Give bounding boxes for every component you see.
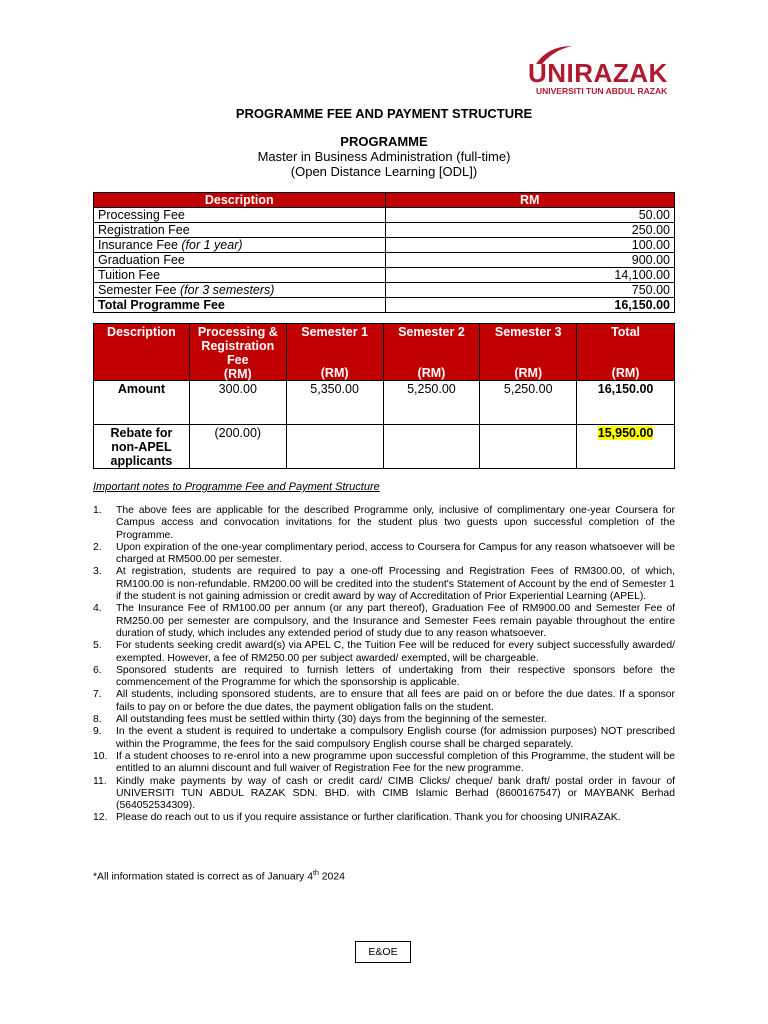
- note-item: 7. All students, including sponsored students, are to ensure that all fees are paid on or before the due dates. If a sponsor fails to pay on or before the due dates, the payment obligation falls on the student.: [93, 689, 675, 713]
- fee-row-amount: 50.00: [385, 208, 675, 223]
- pay-col-sem1: Semester 1 (RM): [286, 324, 383, 381]
- pay-col-sem3: Semester 3 (RM): [480, 324, 577, 381]
- note-item: 3. At registration, students are required to pay a one-off Processing and Registration Fees of RM300.00, of which, RM100.00 is non-refundable. RM200.00 will be credited into the student's Statement of Account by the end of Semester 1 if the student is not gaining admission or credit award by way of Accreditation of Prior Experiential Learning (APEL).: [93, 566, 675, 603]
- fee-total-label: Total Programme Fee: [94, 298, 386, 313]
- fee-row-label: Semester Fee (for 3 semesters): [94, 283, 386, 298]
- note-item: 12. Please do reach out to us if you require assistance or further clarification. Thank you for choosing UNIRAZAK.: [93, 812, 621, 824]
- logo-wordmark: UNIRAZAK: [528, 58, 668, 88]
- note-item: 10. If a student chooses to re-enrol into a new programme upon successful completion of this Programme, the student will be entitled to an alumni discount and full waiver of Registration Fee for the new programme.: [93, 750, 675, 775]
- amount-processing: 300.00: [189, 381, 286, 425]
- fee-total-amount: 16,150.00: [385, 298, 675, 313]
- programme-mode: (Open Distance Learning [ODL]): [290, 164, 478, 179]
- fee-row-amount: 14,100.00: [385, 268, 675, 283]
- document-title: PROGRAMME FEE AND PAYMENT STRUCTURE: [235, 106, 533, 121]
- pay-col-description: Description: [94, 324, 190, 381]
- fee-col-rm: RM: [385, 193, 675, 208]
- rebate-total-cell: [577, 425, 675, 469]
- fee-row: [94, 223, 675, 238]
- rebate-processing: (200.00): [189, 425, 286, 469]
- payment-table: [93, 323, 675, 469]
- note-item: 2. Upon expiration of the one-year complimentary period, access to Coursera for Campus for any reason whatsoever will be charged at RM500.00 per semester.: [93, 541, 675, 566]
- fee-row: [94, 208, 675, 223]
- info-date-note: *All information stated is correct as of January 4th 2024: [93, 870, 345, 883]
- fee-total-row: [94, 298, 675, 313]
- fee-table: [93, 192, 675, 313]
- amount-sem2: 5,250.00: [383, 381, 480, 425]
- amount-total: 16,150.00: [577, 381, 675, 425]
- eoe-box: E&OE: [355, 941, 411, 963]
- note-item: 9. In the event a student is required to undertake a compulsory English course (for admission purposes) NOT prescribed within the Programme, the fees for the said compulsory English course shall be charged separately.: [93, 726, 675, 750]
- note-item: 5. For students seeking credit award(s) via APEL C, the Tuition Fee will be reduced for every subject successfully awarded/ exempted. However, a fee of RM250.00 per subject awarded/ exempted, will be chargeable.: [93, 640, 675, 664]
- pay-col-sem2: Semester 2 (RM): [383, 324, 480, 381]
- amount-sem3: 5,250.00: [480, 381, 577, 425]
- fee-row-amount: 750.00: [385, 283, 675, 298]
- fee-row: [94, 268, 675, 283]
- payment-rebate-row: [94, 425, 675, 469]
- fee-row-amount: 250.00: [385, 223, 675, 238]
- fee-row-label: Insurance Fee (for 1 year): [94, 238, 386, 253]
- fee-row-label: Registration Fee: [94, 223, 386, 238]
- rebate-sem1: [286, 425, 383, 469]
- pay-col-total: Total (RM): [577, 324, 675, 381]
- fee-row-amount: 100.00: [385, 238, 675, 253]
- programme-name: Master in Business Administration (full-time): [257, 149, 511, 164]
- fee-table-header: [94, 193, 675, 208]
- note-item: 1. The above fees are applicable for the described Programme only, inclusive of complimentary one-year Coursera for Campus access and convocation invitations for the student plus two guests upon successful completion of the Programme.: [93, 505, 675, 541]
- fee-row: [94, 283, 675, 298]
- fee-row-amount: 900.00: [385, 253, 675, 268]
- rebate-total: 15,950.00: [597, 426, 654, 440]
- payment-table-header: [94, 324, 675, 381]
- notes-title: Important notes to Programme Fee and Payment Structure: [93, 481, 380, 493]
- fee-row: [94, 238, 675, 253]
- pay-col-processing: Processing & Registration Fee (RM): [189, 324, 286, 381]
- rebate-sem3: [480, 425, 577, 469]
- fee-row-label: Graduation Fee: [94, 253, 386, 268]
- unirazak-logo: [528, 44, 678, 100]
- payment-amount-row: [94, 381, 675, 425]
- amount-label: Amount: [94, 381, 190, 425]
- fee-col-description: Description: [94, 193, 386, 208]
- amount-sem1: 5,350.00: [286, 381, 383, 425]
- note-item: 4. The Insurance Fee of RM100.00 per annum (or any part thereof), Graduation Fee of RM900.00 and Semester Fee of RM250.00 per semester are compulsory, and the Insurance and Semester Fees remain payable throughout the entire duration of study, which includes any extended period of study due to any reason whatsoever.: [93, 603, 675, 639]
- note-item: 11. Kindly make payments by way of cash or credit card/ CIMB Clicks/ cheque/ bank draft/ postal order in favour of UNIVERSITI TUN ABDUL RAZAK SDN. BHD. with CIMB Islamic Berhad (8600167547) or MAYBANK Berhad (564052534309).: [93, 775, 675, 812]
- rebate-label: Rebate for non-APEL applicants: [94, 425, 190, 469]
- logo-subtitle: UNIVERSITI TUN ABDUL RAZAK: [536, 86, 668, 96]
- rebate-sem2: [383, 425, 480, 469]
- note-item: 6. Sponsored students are required to furnish letters of undertaking from their respective sponsors before the commencement of the Programme for which the sponsorship is applicable.: [93, 664, 675, 689]
- fee-row: [94, 253, 675, 268]
- programme-label: PROGRAMME: [340, 134, 428, 149]
- note-item: 8. All outstanding fees must be settled within thirty (30) days from the beginning of the semester.: [93, 714, 547, 726]
- notes-list: [93, 505, 675, 825]
- fee-row-label: Processing Fee: [94, 208, 386, 223]
- fee-row-label: Tuition Fee: [94, 268, 386, 283]
